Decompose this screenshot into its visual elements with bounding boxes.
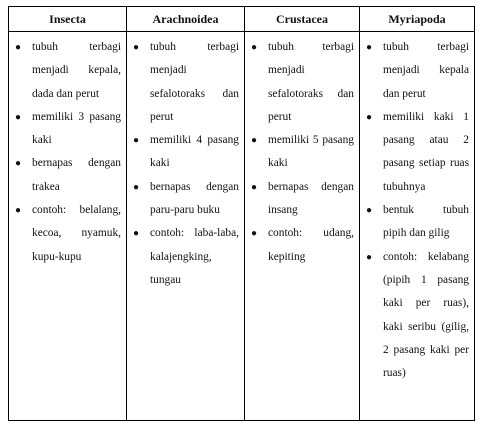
bullet-icon: ●	[15, 205, 22, 217]
list-item: ● bernapas dengan trakea	[13, 152, 121, 199]
list-item: ● memiliki kaki 1 pasang atau 2 pasang setiap ruas tubuhnya	[364, 106, 469, 199]
header-row	[9, 7, 475, 32]
bullet-icon: ●	[366, 111, 373, 123]
bullet-icon: ●	[15, 42, 22, 53]
list-item: ● tubuh terbagi menjadi kepala, dada dan perut	[13, 36, 121, 106]
list-item: ● bernapas dengan paru-paru buku	[131, 176, 239, 223]
list-item: ● memiliki 3 pasang kaki	[13, 106, 121, 153]
list-item: ● tubuh terbagi menjadi sefalotoraks dan perut	[249, 36, 354, 129]
cell-crustacea	[245, 32, 360, 421]
list-item: ● memiliki 5 pasang kaki	[249, 129, 354, 176]
list-item: ● contoh: laba-laba, kalajengking, tungau	[131, 222, 239, 292]
cell-arachnoidea	[127, 32, 245, 421]
list-item: ● contoh: udang, kepiting	[249, 222, 354, 269]
bullet-icon: ●	[251, 135, 258, 147]
header-myriapoda: Myriapoda	[360, 7, 475, 32]
bullet-icon: ●	[133, 228, 140, 240]
bullet-icon: ●	[251, 181, 258, 193]
bullet-icon: ●	[366, 42, 373, 53]
comparison-table-container	[8, 6, 475, 421]
bullet-icon: ●	[15, 158, 22, 170]
list-item: ● tubuh terbagi menjadi kepala dan perut	[364, 36, 469, 106]
list-item: ● tubuh terbagi menjadi sefalotoraks dan perut	[131, 36, 239, 129]
content-row	[9, 32, 475, 421]
list-item: ● bentuk tubuh pipih dan gilig	[364, 199, 469, 246]
list-item: ● bernapas dengan insang	[249, 176, 354, 223]
myriapoda-list	[364, 36, 469, 385]
bullet-icon: ●	[366, 205, 373, 217]
bullet-icon: ●	[133, 42, 140, 53]
header-arachnoidea: Arachnoidea	[127, 7, 245, 32]
arthropod-comparison-table	[8, 6, 475, 421]
list-item: ● memiliki 4 pasang kaki	[131, 129, 239, 176]
header-insecta: Insecta	[9, 7, 127, 32]
cell-myriapoda	[360, 32, 475, 421]
crustacea-list	[249, 36, 354, 269]
list-item: ● contoh: kelabang (pipih 1 pasang kaki per ruas), kaki seribu (gilig, 2 pasang kaki per ruas)	[364, 246, 469, 386]
bullet-icon: ●	[133, 135, 140, 147]
bullet-icon: ●	[133, 181, 140, 193]
bullet-icon: ●	[251, 42, 258, 53]
header-crustacea: Crustacea	[245, 7, 360, 32]
arachnoidea-list	[131, 36, 239, 292]
insecta-list	[13, 36, 121, 269]
bullet-icon: ●	[366, 251, 373, 263]
bullet-icon: ●	[251, 228, 258, 240]
list-item: ● contoh: belalang, kecoa, nyamuk, kupu-kupu	[13, 199, 121, 269]
bullet-icon: ●	[15, 111, 22, 123]
cell-insecta	[9, 32, 127, 421]
